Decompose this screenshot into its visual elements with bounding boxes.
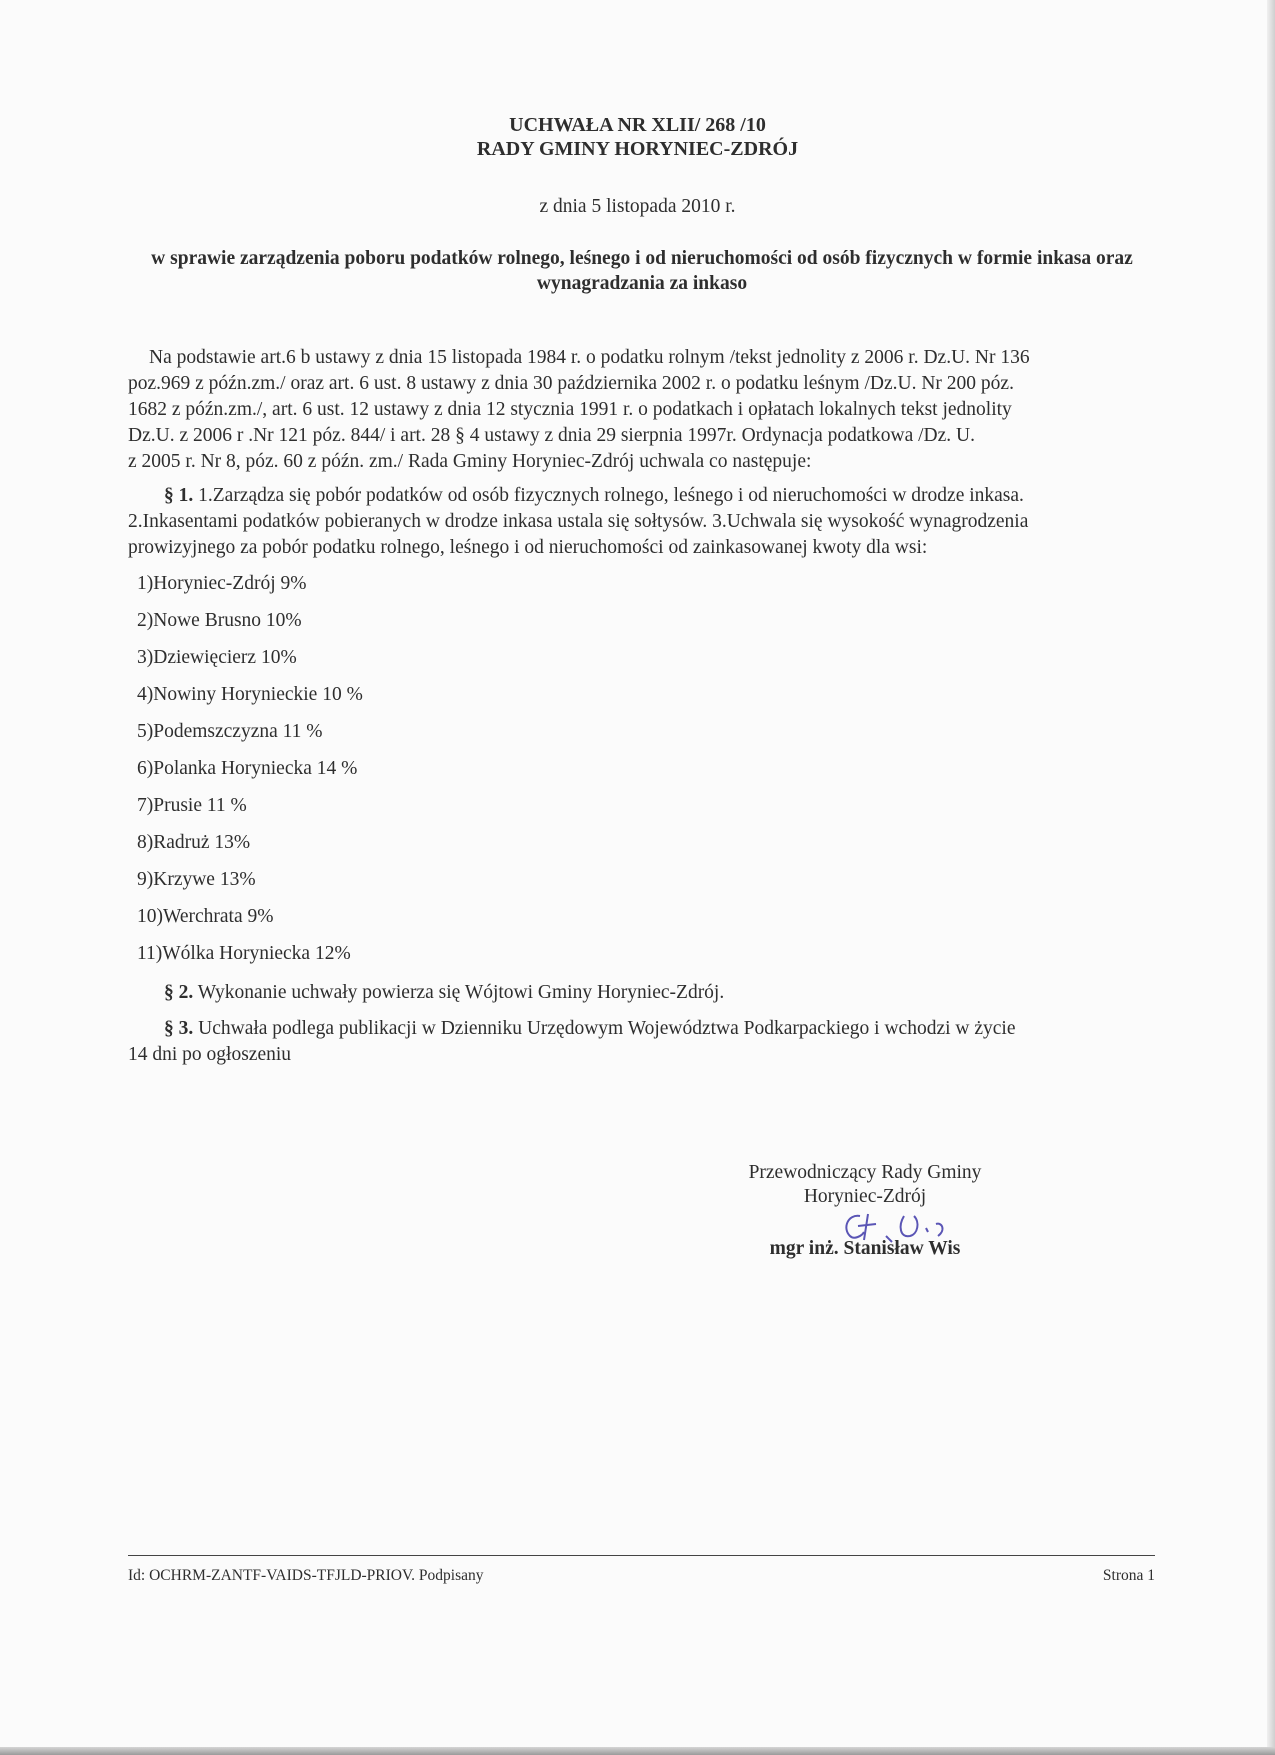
scan-edge-bottom bbox=[0, 1747, 1275, 1755]
resolution-date: z dnia 5 listopada 2010 r. bbox=[539, 196, 736, 217]
page-number: Strona 1 bbox=[1102, 1567, 1155, 1584]
legal-basis-line: Na podstawie art.6 b ustawy z dnia 15 listopada 1984 r. o podatku rolnym /tekst jednolity z 2006 r. Dz.U. Nr 136 bbox=[149, 347, 1030, 368]
council-name: RADY GMINY HORYNIEC-ZDRÓJ bbox=[476, 138, 799, 160]
section-2-text: Wykonanie uchwały powierza się Wójtowi Gminy Horyniec-Zdrój. bbox=[197, 982, 725, 1003]
village-rate-item: 4)Nowiny Horynieckie 10 % bbox=[137, 684, 363, 705]
legal-basis-line: Dz.U. z 2006 r .Nr 121 póz. 844/ i art. 28 § 4 ustawy z dnia 29 sierpnia 1997r. Ordynacja podatkowa /Dz. U. bbox=[128, 425, 975, 446]
section-1-first-line bbox=[164, 483, 1024, 508]
section-3-line: 14 dni po ogłoszeniu bbox=[128, 1044, 292, 1065]
legal-basis-line: z 2005 r. Nr 8, póz. 60 z późn. zm./ Rada Gminy Horyniec-Zdrój uchwala co następuje: bbox=[128, 451, 812, 472]
legal-basis-line: 1682 z późn.zm./, art. 6 ust. 12 ustawy z dnia 12 stycznia 1991 r. o podatkach i opłatach lokalnych tekst jednolity bbox=[128, 399, 1012, 420]
section-1-line: 2.Inkasentami podatków pobieranych w drodze inkasa ustala się sołtysów. 3.Uchwala się wysokość wynagrodzenia bbox=[128, 511, 1029, 532]
village-rate-item: 10)Werchrata 9% bbox=[137, 906, 274, 927]
section-3-label: § 3. bbox=[164, 1018, 194, 1039]
village-rate-item: 7)Prusie 11 % bbox=[137, 795, 247, 816]
section-3-text: Uchwała podlega publikacji w Dzienniku Urzędowym Województwa Podkarpackiego i wchodzi w życie bbox=[198, 1018, 1016, 1039]
village-rate-item: 9)Krzywe 13% bbox=[137, 869, 256, 890]
section-2-label: § 2. bbox=[164, 982, 194, 1003]
village-rate-item: 1)Horyniec-Zdrój 9% bbox=[137, 573, 307, 594]
village-rate-item: 5)Podemszczyzna 11 % bbox=[137, 721, 323, 742]
village-rate-item: 2)Nowe Brusno 10% bbox=[137, 610, 302, 631]
section-1-text: 1.Zarządza się pobór podatków od osób fizycznych rolnego, leśnego i od nieruchomości w drodze inkasa. bbox=[198, 485, 1024, 506]
village-rate-item: 3)Dziewięcierz 10% bbox=[137, 647, 297, 668]
signatory-title: Przewodniczący Rady Gminy bbox=[748, 1162, 982, 1183]
scan-edge-right bbox=[1267, 0, 1275, 1755]
section-2 bbox=[164, 980, 724, 1005]
section-3-first-line bbox=[164, 1016, 1015, 1041]
village-rate-item: 6)Polanka Horyniecka 14 % bbox=[137, 758, 358, 779]
section-1-line: prowizyjnego za pobór podatku rolnego, leśnego i od nieruchomości od zainkasowanej kwoty dla wsi: bbox=[128, 537, 928, 558]
signatory-municipality: Horyniec-Zdrój bbox=[803, 1186, 927, 1207]
signatory-name: mgr inż. Stanisław Wis bbox=[769, 1238, 961, 1259]
footer-divider bbox=[128, 1555, 1155, 1556]
legal-basis-line: poz.969 z późn.zm./ oraz art. 6 ust. 8 ustawy z dnia 30 października 2002 r. o podatku leśnym /Dz.U. Nr 200 póz. bbox=[128, 373, 1014, 394]
section-1-label: § 1. bbox=[164, 485, 194, 506]
village-rate-item: 8)Radruż 13% bbox=[137, 832, 251, 853]
resolution-subject: w sprawie zarządzenia poboru podatków rolnego, leśnego i od nieruchomości od osób fizycznych w formie inkasa oraz wynagradzania za inkaso bbox=[151, 248, 1133, 294]
resolution-number: UCHWAŁA NR XLII/ 268 /10 bbox=[509, 114, 766, 136]
document-id: Id: OCHRM-ZANTF-VAIDS-TFJLD-PRIOV. Podpisany bbox=[128, 1567, 484, 1584]
village-rate-item: 11)Wólka Horyniecka 12% bbox=[137, 943, 351, 964]
